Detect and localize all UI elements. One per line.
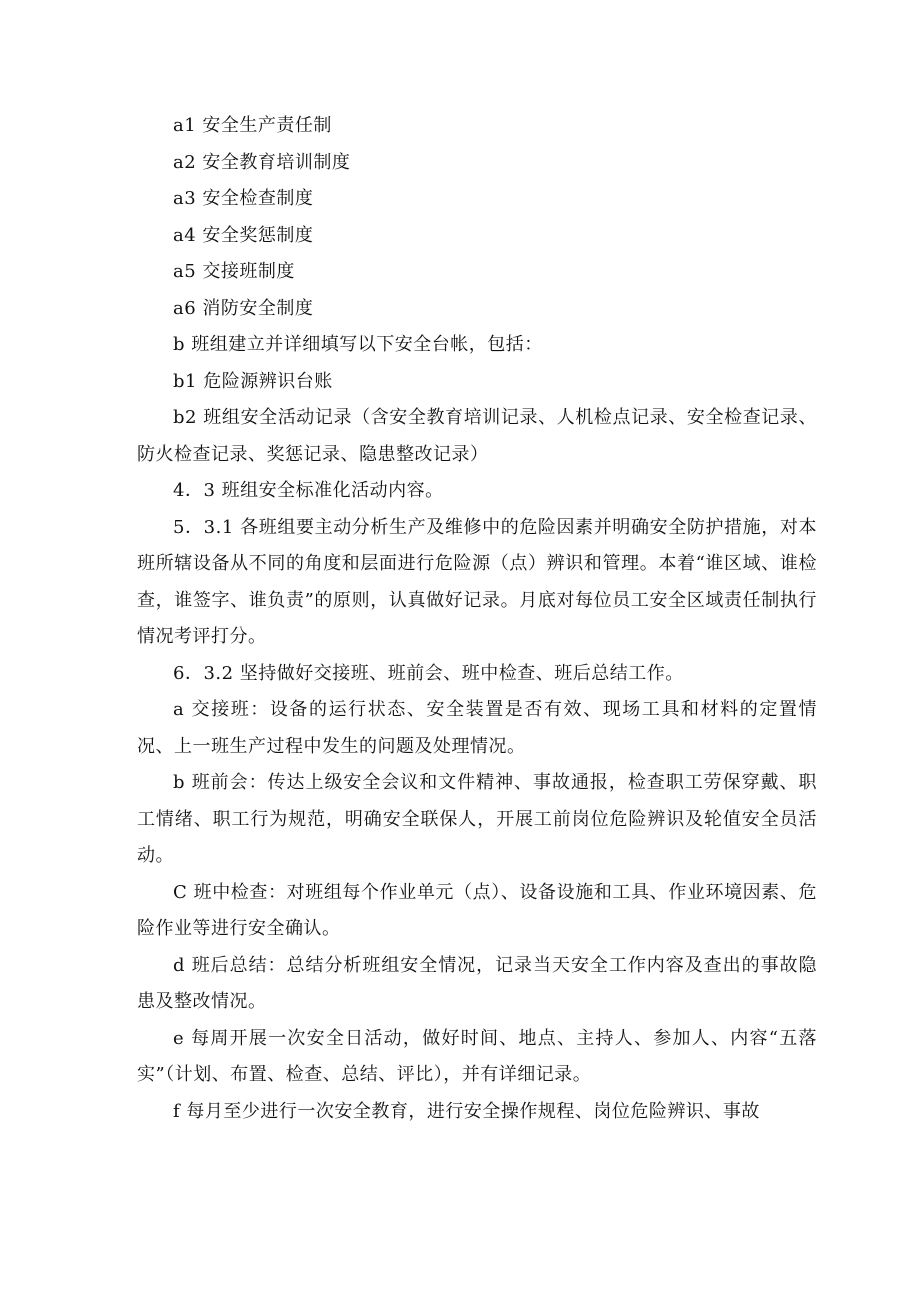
- document-body: [137, 108, 817, 1130]
- list-item-a4: a4 安全奖惩制度: [173, 224, 314, 246]
- list-item-b1: b1 危险源辨识台账: [173, 370, 333, 392]
- paragraph-f-monthly-education: f 每月至少进行一次安全教育，进行安全操作规程、岗位危险辨识、事故: [173, 1100, 760, 1122]
- list-item-b2: b2 班组安全活动记录（含安全教育培训记录、人机检点记录、安全检查记录、防火检查记录、奖惩记录、隐患整改记录）: [137, 407, 817, 465]
- paragraph-5-3-1: 5．3.1 各班组要主动分析生产及维修中的危险因素并明确安全防护措施，对本班所辖设备从不同的角度和层面进行危险源（点）辨识和管理。本着“谁区域、谁检查，谁签字、谁负责”的原则，认真做好记录。月底对每位员工安全区域责任制执行情况考评打分。: [137, 516, 817, 647]
- paragraph-d-post-shift-summary: d 班后总结：总结分析班组安全情况，记录当天安全工作内容及查出的事故隐患及整改情况。: [137, 954, 817, 1012]
- list-item-a1: a1 安全生产责任制: [173, 115, 332, 136]
- list-item-a5: a5 交接班制度: [173, 261, 295, 282]
- list-item-a6: a6 消防安全制度: [173, 297, 314, 319]
- paragraph-b: b 班组建立并详细填写以下安全台帐，包括：: [173, 334, 543, 355]
- paragraph-c-mid-shift-check: C 班中检查：对班组每个作业单元（点）、设备设施和工具、作业环境因素、危险作业等进行安全确认。: [137, 881, 817, 939]
- list-item-a2: a2 安全教育培训制度: [173, 151, 351, 173]
- list-item-a3: a3 安全检查制度: [173, 188, 314, 209]
- paragraph-a-handover: a 交接班：设备的运行状态、安全装置是否有效、现场工具和材料的定置情况、上一班生产过程中发生的问题及处理情况。: [137, 699, 817, 757]
- paragraph-6-3-2: 6．3.2 坚持做好交接班、班前会、班中检查、班后总结工作。: [173, 662, 684, 684]
- section-heading-4-3: 4．3 班组安全标准化活动内容。: [173, 480, 444, 501]
- paragraph-b-pre-shift-meeting: b 班前会：传达上级安全会议和文件精神、事故通报，检查职工劳保穿戴、职工情绪、职工行为规范，明确安全联保人，开展工前岗位危险辨识及轮值安全员活动。: [137, 772, 817, 866]
- paragraph-e-weekly-safety-day: e 每周开展一次安全日活动，做好时间、地点、主持人、参加人、内容“五落实”（计划、布置、检查、总结、评比），并有详细记录。: [137, 1027, 817, 1085]
